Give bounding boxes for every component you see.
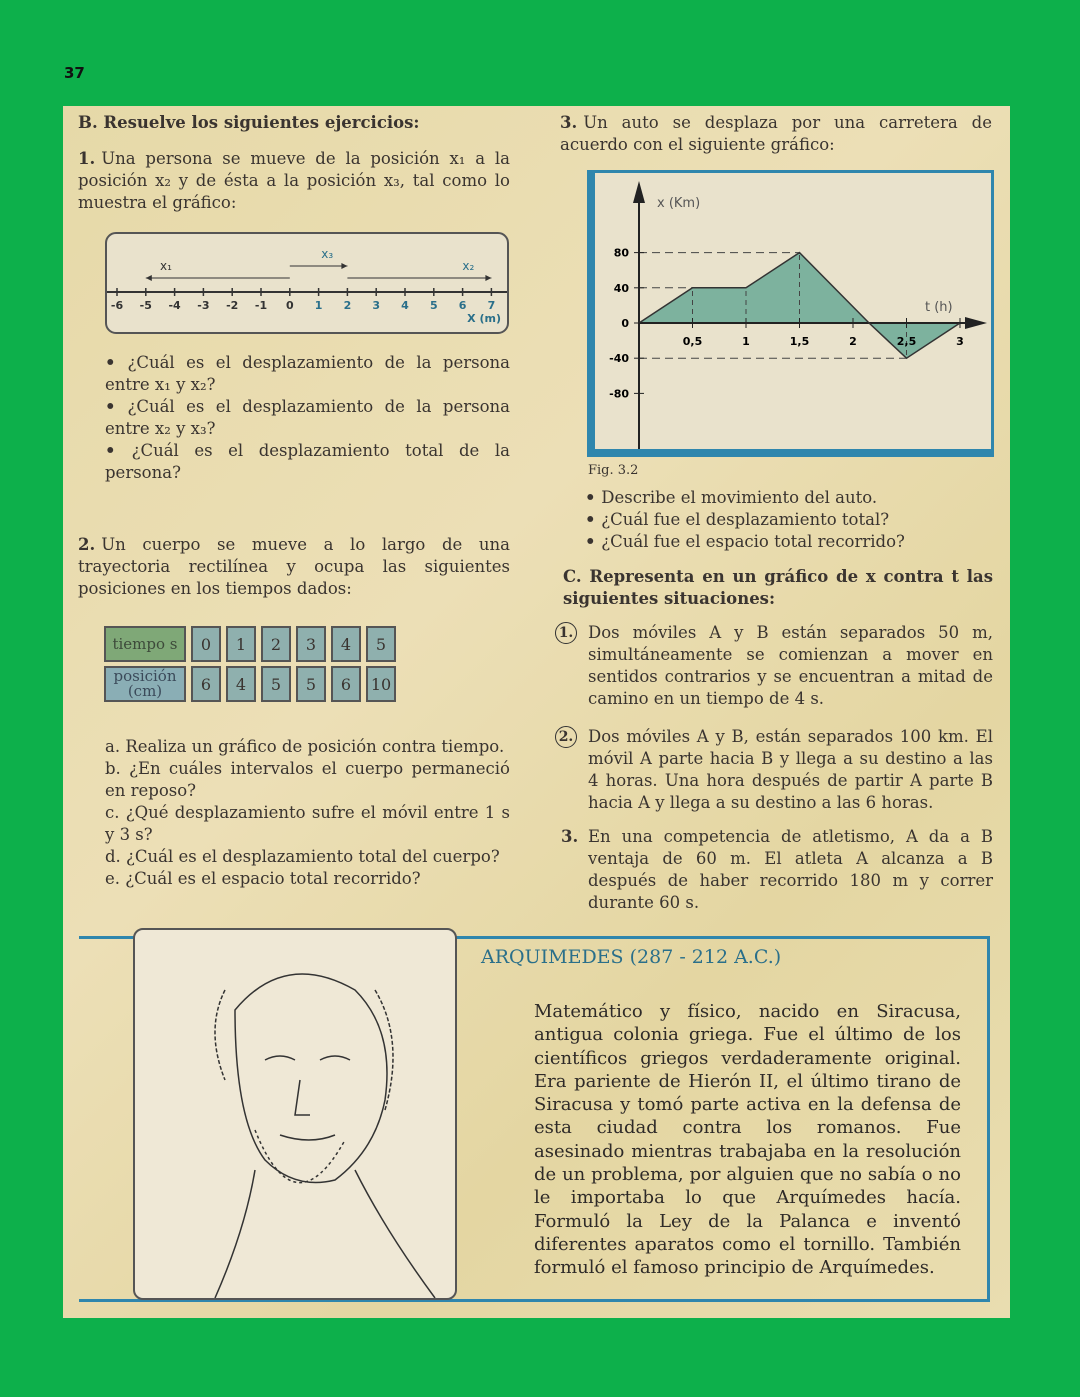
numberline-tick-label: -5 <box>139 299 152 312</box>
section-c-title: C. Representa en un gráfico de x contra t las siguientes situaciones: <box>563 567 993 608</box>
section-c-item <box>553 726 993 814</box>
exercise-1 <box>78 148 510 214</box>
y-axis-label: x (Km) <box>657 196 701 211</box>
vector-label: x₁ <box>159 259 172 273</box>
item-number: 2. <box>555 726 577 748</box>
question: • ¿Cuál es el desplazamiento de la persona entre x₂ y x₃? <box>105 396 510 440</box>
item: e. ¿Cuál es el espacio total recorrido? <box>105 869 421 888</box>
exercise-text: Un auto se desplaza por una carretera de acuerdo con el siguiente gráfico: <box>560 113 992 154</box>
position-time-chart <box>595 173 991 449</box>
vector-label: x₂ <box>462 259 475 273</box>
question: • ¿Cuál fue el desplazamiento total? <box>585 509 995 531</box>
cell: 2 <box>261 626 291 662</box>
numberline-tick-label: -3 <box>197 299 210 312</box>
cell: 1 <box>226 626 256 662</box>
cell: 6 <box>331 666 361 702</box>
exercise-3-questions <box>585 487 995 553</box>
numberline-tick-label: -6 <box>110 299 124 312</box>
exercise-number: 1. <box>78 149 96 168</box>
question: • ¿Cuál es el desplazamiento total de la persona? <box>105 440 510 484</box>
section-c-item <box>553 826 993 914</box>
y-axis-arrow-icon <box>633 181 645 203</box>
cell: 4 <box>331 626 361 662</box>
exercise-number: 2. <box>78 535 96 554</box>
exercise-2 <box>78 534 510 600</box>
question: • ¿Cuál fue el espacio total recorrido? <box>585 531 995 553</box>
item: d. ¿Cuál es el desplazamiento total del cuerpo? <box>105 847 500 866</box>
cell: 5 <box>366 626 396 662</box>
cell: 6 <box>191 666 221 702</box>
numberline-tick-label: 5 <box>429 299 438 312</box>
exercise-number: 3. <box>560 113 578 132</box>
numberline-tick-label: 7 <box>487 299 496 312</box>
numberline-tick-label: -1 <box>254 299 268 312</box>
x-tick-label: 2,5 <box>896 335 917 348</box>
item-text: Dos móviles A y B, están separados 100 km. El móvil A parte hacia B y llega a su destino a las 4 horas. Una hora después de partir A parte B hacia A y llega a su destino a las 6 horas. <box>588 727 993 812</box>
numberline-axis-label: X (m) <box>467 312 501 325</box>
textbook-page <box>63 106 1010 1318</box>
y-tick-label: -80 <box>609 387 629 401</box>
question: • ¿Cuál es el desplazamiento de la persona entre x₁ y x₂? <box>105 352 510 396</box>
item: c. ¿Qué desplazamiento sufre el móvil entre 1 s y 3 s? <box>105 803 510 844</box>
item: b. ¿En cuáles intervalos el cuerpo permaneció en reposo? <box>105 759 510 800</box>
x-tick-label: 1,5 <box>789 335 810 348</box>
numberline-tick-label: 6 <box>458 299 467 312</box>
vector-label: x₃ <box>321 247 334 261</box>
biography-text: Matemático y físico, nacido en Siracusa, antigua colonia griega. Fue el último de los científicos griegos verdaderamente original. Era pariente de Hierón II, el último tirano de Siracusa y tomó parte activa en la defensa de esta ciudad contra los romanos. Fue asesinado mientras trabajaba en la resolución de un problema, por alguien que no sabía o no le importaba lo que Arquímedes hacía. Formuló la Ley de la Palanca e inventó diferentes aparatos como el tornillo. También formuló el famoso principio de Arquímedes. <box>534 1001 961 1279</box>
numberline-tick-label: 2 <box>343 299 352 312</box>
numberline-tick-label: 4 <box>401 299 409 312</box>
y-tick-label: 0 <box>621 317 629 330</box>
time-position-table <box>99 622 401 706</box>
numberline-tick-label: 3 <box>372 299 381 312</box>
cell: 0 <box>191 626 221 662</box>
numberline-frame <box>106 233 508 333</box>
numberline-tick-label: -4 <box>168 299 181 312</box>
x-tick-label: 0,5 <box>682 335 703 348</box>
item-text: Dos móviles A y B están separados 50 m, simultáneamente se comienzan a mover en sentidos contrarios y se encuentran a mitad de camino en un tiempo de 4 s. <box>588 623 993 708</box>
section-c-item <box>553 622 993 710</box>
exercise-text: Una persona se mueve de la posición x₁ a la posición x₂ y de ésta a la posición x₃, tal como lo muestra el gráfico: <box>78 149 510 212</box>
x-tick-label: 1 <box>742 335 750 348</box>
exercise-3 <box>560 112 992 156</box>
item: a. Realiza un gráfico de posición contra tiempo. <box>105 737 505 756</box>
item-number: 1. <box>555 622 577 644</box>
figure-caption: Fig. 3.2 <box>588 463 639 478</box>
cell: 5 <box>296 666 326 702</box>
x-tick-label: 3 <box>956 335 964 348</box>
portrait-sketch-icon <box>135 930 455 1298</box>
item-text: En una competencia de atletismo, A da a B ventaja de 60 m. El atleta A alcanza a B después de haber recorrido 180 m y correr durante 60 s. <box>588 827 993 912</box>
archimedes-portrait <box>133 928 457 1300</box>
chart-frame <box>587 170 994 457</box>
cell: 10 <box>366 666 396 702</box>
biography-title: ARQUIMEDES (287 - 212 A.C.) <box>481 946 782 968</box>
cell: 5 <box>261 666 291 702</box>
y-tick-label: 80 <box>613 246 629 260</box>
y-tick-label: -40 <box>609 352 629 366</box>
question: • Describe el movimiento del auto. <box>585 487 995 509</box>
page-number: 37 <box>64 64 85 82</box>
x-axis-arrow-icon <box>965 317 987 329</box>
row-header: tiempo s <box>104 626 186 662</box>
y-tick-label: 40 <box>613 281 629 295</box>
exercise-1-questions <box>105 352 510 484</box>
numberline-tick-label: 0 <box>285 299 294 312</box>
exercise-2-items <box>105 736 510 890</box>
numberline-tick-label: -2 <box>226 299 239 312</box>
numberline-tick-label: 1 <box>314 299 323 312</box>
section-b-title: B. Resuelve los siguientes ejercicios: <box>78 113 420 132</box>
cell: 4 <box>226 666 256 702</box>
x-axis-label: t (h) <box>925 300 953 315</box>
number-line-diagram <box>105 232 509 334</box>
item-number: 3. <box>561 827 579 846</box>
row-header: posición (cm) <box>104 666 186 702</box>
exercise-text: Un cuerpo se mueve a lo largo de una trayectoria rectilínea y ocupa las siguientes posiciones en los tiempos dados: <box>78 535 510 598</box>
x-tick-label: 2 <box>849 335 857 348</box>
cell: 3 <box>296 626 326 662</box>
